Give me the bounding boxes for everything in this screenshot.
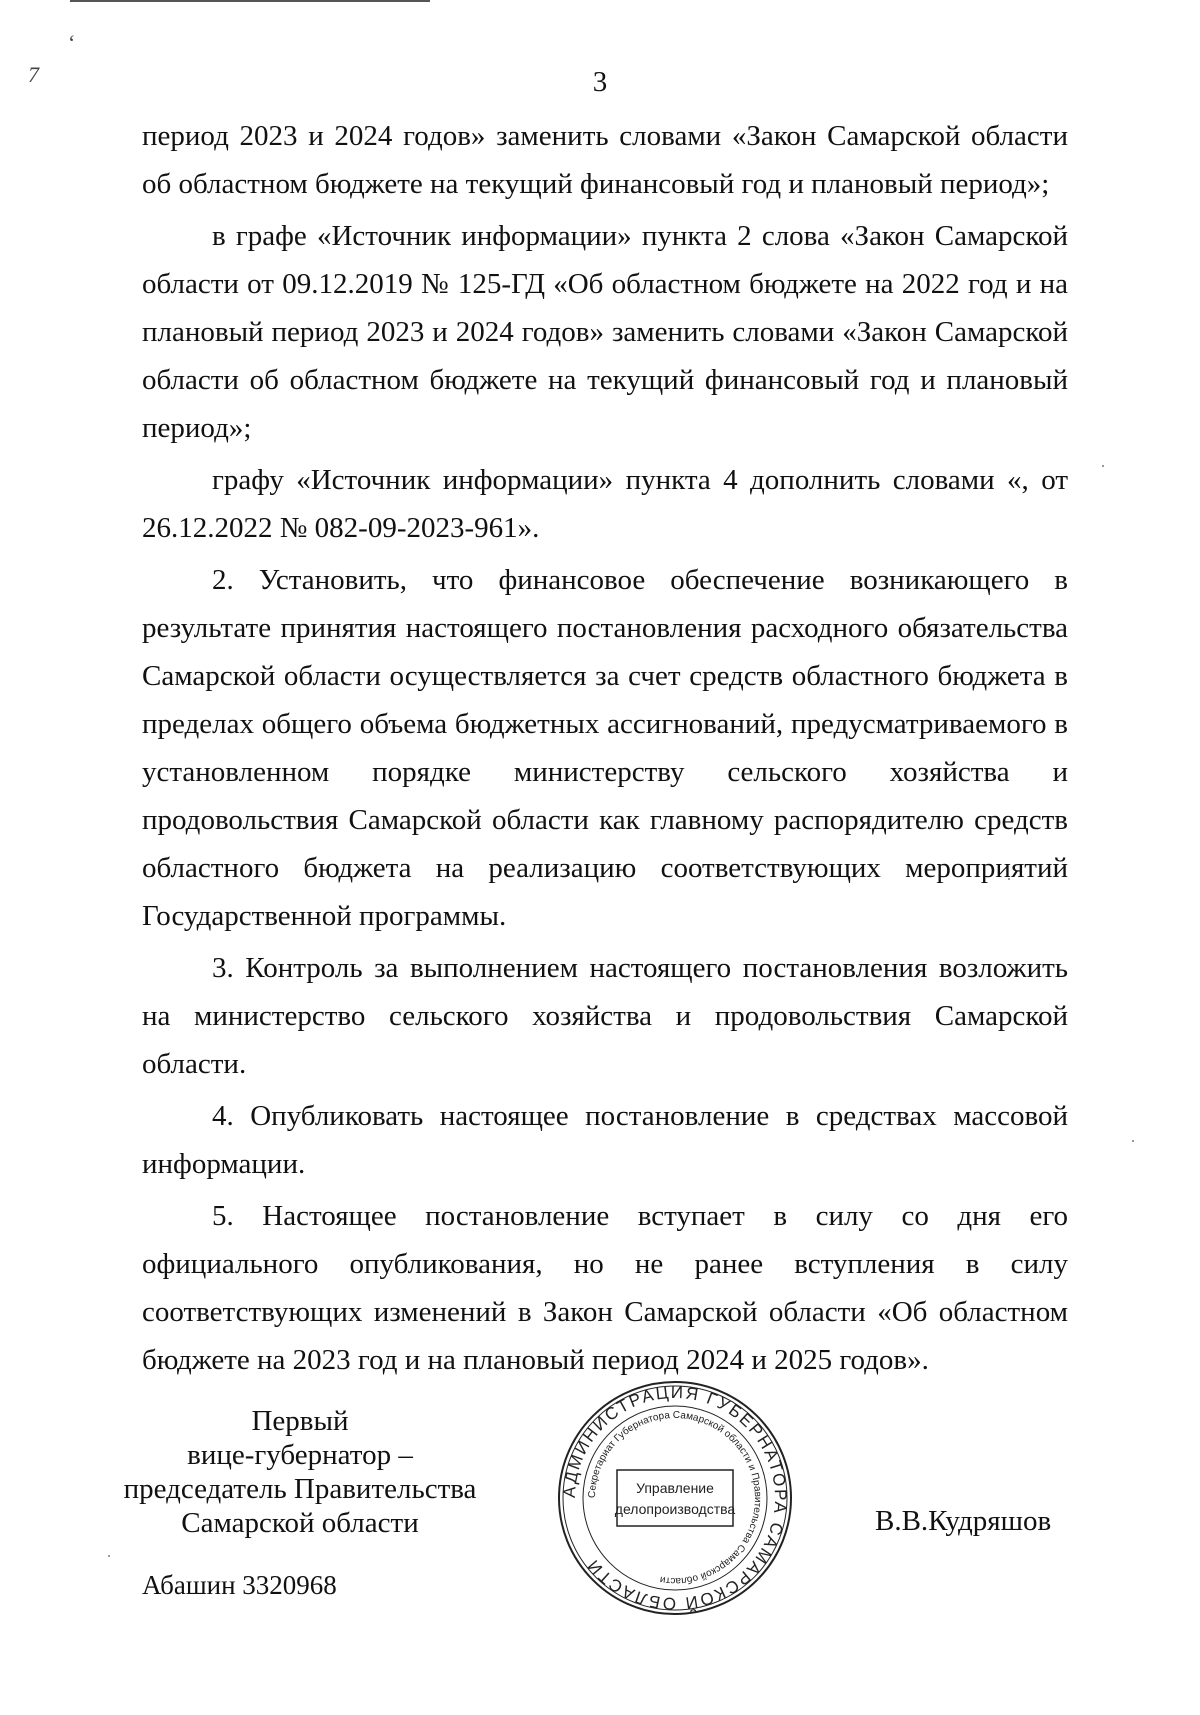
signatory-title-line: Самарской области	[181, 1507, 419, 1539]
scan-speck	[1132, 1140, 1134, 1142]
stamp-graphic	[555, 1378, 795, 1618]
page-number: 3	[592, 66, 608, 98]
margin-handwritten-mark: 7	[28, 62, 39, 87]
svg-text:Секретариат Губернатора Самарс	[587, 1410, 763, 1586]
paragraph-clause-3: 3. Контроль за выполнением настоящего постановления возложить на министерство сельского хозяйства и продовольствия Самарской области.	[142, 952, 1068, 1080]
executor-contact: Абашин 3320968	[142, 1570, 337, 1600]
scan-edge-line	[70, 0, 430, 2]
paragraph-clause-2: 2. Установить, что финансовое обеспечение возникающего в результате принятия настоящего постановления расходного обязательства Самарской области осуществляется за счет средств областного бюджета в пределах общего объема бюджетных ассигнований, предусматриваемого в установленном порядке министерству сельского хозяйства и продовольствия Самарской области как главному распорядителю средств областного бюджета на реализацию соответствующих мероприятий Государственной программы.	[142, 564, 1068, 932]
document-body	[142, 112, 1068, 1388]
stamp-inner-text: Секретариат Губернатора Самарской области и Правительства Самарской области	[586, 1409, 764, 1587]
stamp-center-line-1: Управление	[636, 1480, 714, 1496]
paragraph-clause-4: 4. Опубликовать настоящее постановление в средствах массовой информации.	[142, 1100, 1068, 1180]
official-stamp	[555, 1378, 795, 1618]
paragraph-source-item-2: в графе «Источник информации» пункта 2 слова «Закон Самарской области от 09.12.2019 № 125-ГД «Об областном бюджете на 2022 год и на плановый период 2023 и 2024 годов» заменить словами «Закон Самарской области об областном бюджете на текущий финансовый год и плановый период»;	[142, 220, 1068, 444]
signatory-title	[110, 1404, 490, 1540]
signatory-name: В.В.Кудряшов	[875, 1505, 1052, 1537]
paragraph-source-item-4: графу «Источник информации» пункта 4 дополнить словами «, от 26.12.2022 № 082-09-2023-961».	[142, 464, 1068, 544]
stamp-center-line-2: делопроизводства	[614, 1501, 736, 1517]
margin-tick-mark: ‘	[68, 30, 76, 55]
scan-speck	[108, 1555, 110, 1557]
signatory-title-line: председатель Правительства	[123, 1473, 477, 1505]
stamp-outer-text: АДМИНИСТРАЦИЯ ГУБЕРНАТОРА САМАРСКОЙ ОБЛАСТИ	[559, 1382, 791, 1614]
signatory-title-line: вице-губернатор –	[187, 1439, 413, 1471]
paragraph-clause-5: 5. Настоящее постановление вступает в силу со дня его официального опубликования, но не ранее вступления в силу соответствующих изменений в Закон Самарской области «Об областном бюджете на 2023 год и на плановый период 2024 и 2025 годов».	[142, 1200, 1068, 1376]
scan-speck	[1102, 465, 1104, 467]
paragraph-continuation: период 2023 и 2024 годов» заменить словами «Закон Самарской области об областном бюджете на текущий финансовый год и плановый период»;	[142, 120, 1068, 200]
signatory-title-line: Первый	[251, 1405, 349, 1437]
